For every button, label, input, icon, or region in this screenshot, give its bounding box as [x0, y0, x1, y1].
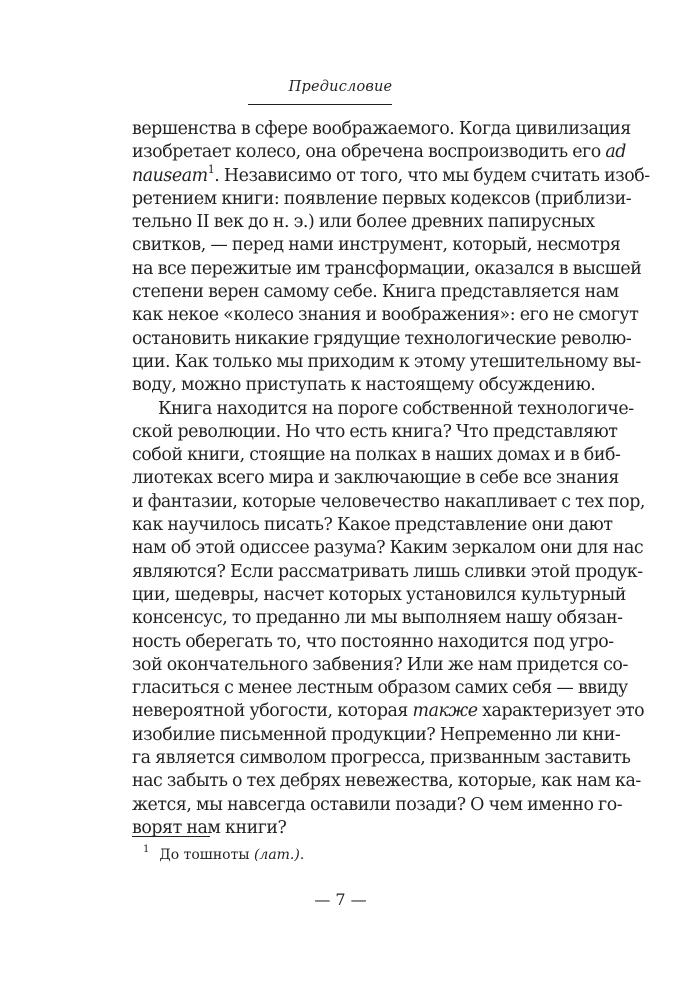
footnote: $^1$ До тошноты (лат.).: [143, 844, 305, 863]
text-line: жется, мы навсегда оставили позади? О чем именно го-: [132, 794, 623, 815]
text-line: ции, шедевры, насчет которых установился культурный: [132, 584, 626, 605]
footnote-text: До тошноты: [159, 847, 250, 863]
text-line: как научилось писать? Какое представление они дают: [132, 515, 613, 536]
text-line: невероятной убогости, которая также характеризует это: [132, 701, 645, 722]
body-text: [132, 118, 650, 840]
text-line: зой окончательного забвения? Или же нам придется со-: [132, 654, 628, 675]
text-line: ретением книги: появление первых кодексов (приблизи-: [132, 188, 632, 209]
text-line: как некое «колесо знания и воображения»: его не смогут: [132, 305, 639, 326]
text-line: нам об этой одиссее разума? Каким зеркалом они для нас: [132, 538, 644, 559]
text-line: га является символом прогресса, призванным заставить: [132, 748, 631, 769]
latin-phrase-part: ad: [605, 142, 626, 163]
text-line: ции. Как только мы приходим к этому утешительному вы-: [132, 351, 641, 372]
text-line: гласиться с менее лестным образом самих себя — ввиду: [132, 678, 628, 699]
text-line: ворят нам книги?: [132, 817, 287, 838]
text-line: тельно II век до н. э.) или более древних папирусных: [132, 212, 595, 233]
footnote-rule: [132, 836, 210, 837]
footnote-marker: 1: [143, 844, 150, 856]
text-line: Книга находится на пороге собственной технологиче-: [158, 398, 634, 419]
text-line: степени верен самому себе. Книга представляется нам: [132, 282, 619, 303]
text-line: изобретает колесо, она обречена воспроизводить его ad: [132, 142, 626, 163]
text-line: нас забыть о тех дебрях невежества, которые, как нам ка-: [132, 771, 641, 792]
text-line: являются? Если рассматривать лишь сливки этой продук-: [132, 561, 643, 582]
running-head-rule: [248, 104, 392, 105]
text-line: остановить никакие грядущие технологические револю-: [132, 328, 632, 349]
text-line: nauseam$^1$. Независимо от того, что мы будем считать изоб-: [132, 162, 650, 186]
latin-phrase-part: nauseam: [132, 165, 208, 186]
text-line: изобилие письменной продукции? Непременно ли кни-: [132, 724, 621, 745]
footnote-language-note: (лат.): [253, 847, 300, 863]
footnote-reference: 1: [207, 162, 215, 176]
text-line: вершенства в сфере воображаемого. Когда цивилизация: [132, 119, 631, 139]
running-head: Предисловие: [288, 79, 393, 95]
text-line: на все пережитые им трансформации, оказался в высшей: [132, 258, 642, 279]
text-line: собой книги, стоящие на полках в наших домах и в биб-: [132, 445, 621, 466]
text-line: ской революции. Но что есть книга? Что представляют: [132, 421, 618, 442]
page-number: — 7 —: [314, 890, 367, 909]
text-line: свитков, — перед нами инструмент, который, несмотря: [132, 235, 621, 256]
text-line: и фантазии, которые человечество накапливает с тех пор,: [132, 491, 645, 512]
text-line: ность оберегать то, что постоянно находится под угро-: [132, 631, 614, 652]
text-line: лиотеках всего мира и заключающие в себе все знания: [132, 468, 619, 489]
emphasis-word: также: [412, 701, 478, 722]
text-line: воду, можно приступать к настоящему обсуждению.: [132, 375, 596, 396]
text-line: консенсус, то преданно ли мы выполняем нашу обязан-: [132, 608, 623, 629]
